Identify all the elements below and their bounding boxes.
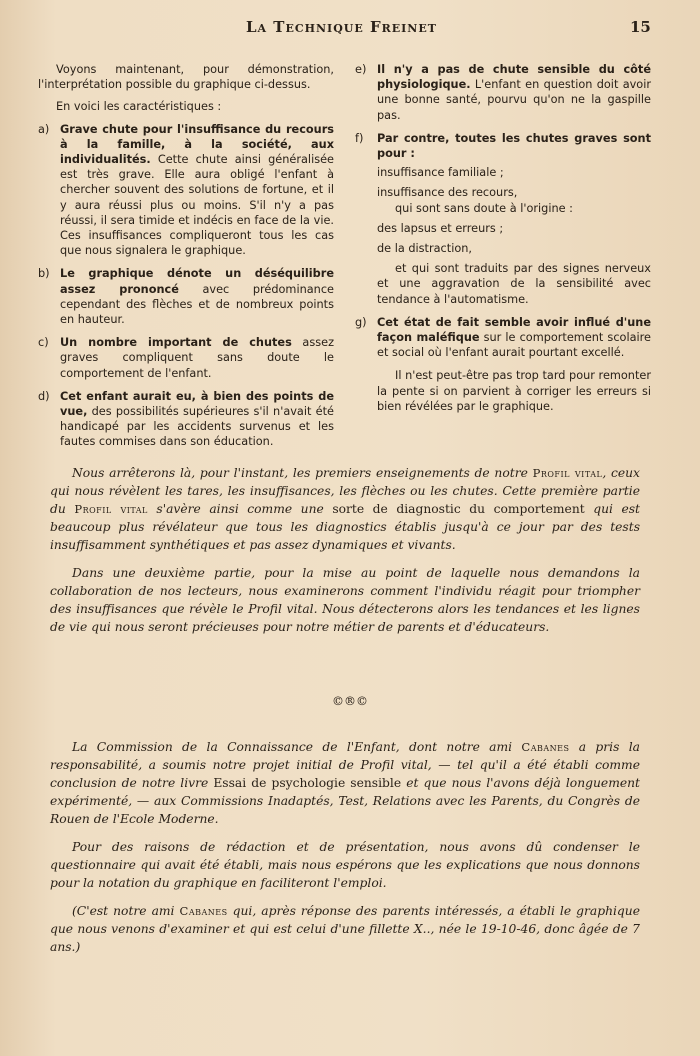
item-text [60, 389, 334, 450]
text-run: Nous arrêterons là, pour l'instant, les premiers enseignements de notre [72, 466, 533, 480]
ornament-divider: ©®© [332, 694, 368, 708]
item-label: a) [38, 122, 50, 136]
list-item-f [355, 131, 651, 161]
list-item-d [38, 389, 334, 450]
item-bold: Grave chute pour l'insuffisance du recours à la famille, à la société, aux individualités. [60, 122, 334, 167]
item-body: L'enfant en question doit avoir une bonne santé, pourvu qu'on ne la gaspille pas. [377, 78, 651, 122]
roman-text-run: Essai de psychologie sensible [213, 776, 402, 790]
item-text [377, 62, 651, 123]
item-label: c) [38, 336, 49, 350]
list-item-g [355, 315, 651, 361]
small-caps-term: Profil vital [74, 502, 148, 516]
list-line: et qui sont traduits par des signes nerveux et une aggravation de la sensibilité avec tendance à l'automatisme. [377, 262, 651, 306]
text-run: , ceux qui nous révèlent les tares, les insuffisances, les flèches ou les chutes. Cette première partie du [50, 466, 640, 516]
list-item-e [355, 62, 651, 123]
running-header [0, 18, 700, 42]
conclusion-paragraph-2: Dans une deuxième partie, pour la mise au point de laquelle nous demandons la collaboration de nos lecteurs, nous examinerons comment l'individu réagit pour triompher des insuffisances que révèle le Profil vital. Nous détecterons alors les tendances et les lignes de vie qui nous seront précieuses pour notre métier de parents et d'éducateurs. [50, 566, 640, 634]
item-body: avec prédominance cependant des flèches et de nombreux points en hauteur. [60, 282, 334, 327]
closing-paragraph: Il n'est peut-être pas trop tard pour remonter la pente si on parvient à corriger les erreurs si bien révélées par le graphique. [377, 369, 651, 413]
item-text [60, 266, 334, 327]
small-caps-term: Profil vital [532, 466, 603, 480]
commission-paragraph-1 [50, 738, 640, 828]
item-text [60, 122, 334, 259]
item-body: Cette chute ainsi généralisée est très grave. Elle aura obligé l'enfant à chercher souvent des solutions de fortune, et il y aura réussi plus ou moins. S'il n'y a pas réussi, il sera timide et indécis en face de la vie. Ces insuffisances compliqueront tous les cas que nous signalera le graphique. [60, 153, 334, 258]
commission-section [50, 738, 640, 966]
item-body: des possibilités supérieures s'il n'avait été handicapé par les accidents survenus et les fautes commises dans son éducation. [60, 405, 334, 449]
item-label: b) [38, 267, 50, 281]
right-column [355, 62, 651, 419]
item-bold: Cet état de fait semble avoir influé d'une façon maléfique [377, 315, 651, 345]
item-bold: Un nombre important de chutes [60, 336, 292, 350]
item-label: f) [355, 131, 364, 145]
roman-text-run: sorte de diagnostic du comportement [332, 502, 585, 516]
list-line: insuffisance des recours, [377, 186, 518, 200]
item-label: e) [355, 63, 367, 76]
conclusion-section [50, 464, 640, 646]
list-line: qui sont sans doute à l'origine : [395, 201, 573, 215]
intro-paragraph: Voyons maintenant, pour démonstration, l'interprétation possible du graphique ci-dessus. [38, 63, 334, 92]
item-text [377, 131, 651, 161]
item-text [377, 315, 651, 361]
commission-paragraph-3 [50, 902, 640, 956]
item-bold: Il n'y a pas de chute sensible du côté physiologique. [377, 63, 651, 92]
text-run: s'avère ainsi comme une [147, 502, 333, 516]
item-body: assez graves compliquent sans doute le comportement de l'enfant. [60, 336, 335, 380]
list-item-c [38, 335, 334, 381]
left-column [38, 62, 334, 458]
text-run: a pris la responsabilité, a soumis notre projet initial de Profil vital, — tel qu'il a été établi comme conclusion de notre livre [50, 740, 640, 790]
item-label: d) [38, 389, 50, 403]
list-line: de la distraction, [377, 242, 472, 256]
item-bold: Cet enfant aurait eu, à bien des points de vue, [60, 389, 334, 419]
intro-caption: En voici les caractéristiques : [56, 100, 222, 114]
page-number: 15 [630, 18, 651, 36]
running-title: La Technique Freinet [246, 18, 437, 36]
text-run: La Commission de la Connaissance de l'Enfant, dont notre ami [72, 740, 522, 754]
text-run: et que nous l'avons déjà longuement expérimenté, — aux Commissions Inadaptés, Test, Relations avec les Parents, du Congrès de Rouen de l'Ecole Moderne. [50, 776, 640, 826]
conclusion-paragraph-1 [50, 464, 640, 554]
list-line: insuffisance familiale ; [377, 166, 504, 180]
item-text [60, 335, 334, 381]
list-item-b [38, 266, 334, 327]
text-run: (C'est notre ami [72, 904, 180, 918]
item-label: g) [355, 315, 367, 329]
item-body: sur le comportement scolaire et social où l'enfant aurait pourtant excellé. [377, 331, 651, 360]
text-run: qui, après réponse des parents intéressés, a établi le graphique que nous venons d'examiner et qui est celui d'une fillette X.., née le 19-10-46, donc âgée de 7 ans.) [50, 904, 641, 954]
small-caps-term: Cabanes [179, 904, 228, 918]
list-line: des lapsus et erreurs ; [377, 221, 504, 235]
item-bold: Par contre, toutes les chutes graves sont pour : [377, 131, 651, 161]
list-item-a [38, 122, 334, 259]
commission-paragraph-2: Pour des raisons de rédaction et de présentation, nous avons dû condenser le questionnaire qui avait été établi, mais nous espérons que les explications que nous donnons pour la notation du graphique en faciliteront l'emploi. [50, 840, 640, 890]
small-caps-term: Cabanes [521, 740, 570, 754]
text-run: qui est beaucoup plus révélateur que tous les diagnostics établis jusqu'à ce jour par des tests insuffisamment synthétiques et pas assez dynamiques et vivants. [50, 502, 641, 552]
item-bold: Le graphique dénote un déséquilibre assez prononcé [60, 267, 334, 296]
